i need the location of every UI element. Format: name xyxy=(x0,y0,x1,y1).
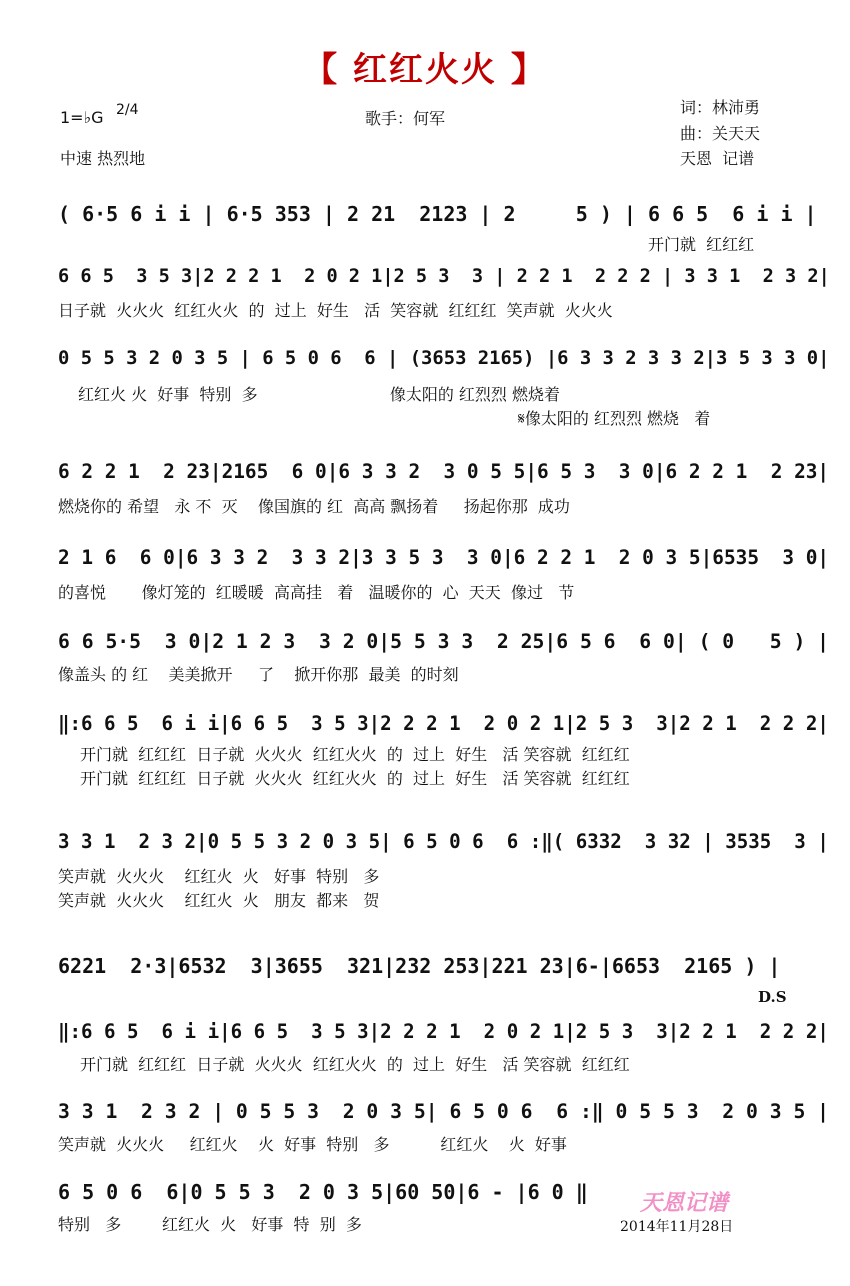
score-line-8: 3 3 1 2 3 2|0 5 5 3 2 0 3 5| 6 5 0 6 6 :‖( 6332 3 32 | 3535 3 | xyxy=(58,830,829,853)
song-title: 【 红红火火 】 xyxy=(303,50,547,90)
score-line-10: ‖:6 6 5 6 i i|6 6 5 3 5 3|2 2 2 1 2 0 2 1|2 5 3 3|2 2 1 2 2 2| xyxy=(58,1020,829,1043)
score-line-6: 6 6 5·5 3 0|2 1 2 3 3 2 0|5 5 3 3 2 25|6 5 6 6 0| ( 0 5 ) | xyxy=(58,630,830,653)
score-line-2: 6 6 5 3 5 3|2 2 2 1 2 0 2 1|2 5 3 3 | 2 2 1 2 2 2 | 3 3 1 2 3 2| xyxy=(58,266,830,287)
tempo-marking: 中速 热烈地 xyxy=(60,149,146,168)
score-line-12: 6 5 0 6 6|0 5 5 3 2 0 3 5|60 50|6 - |6 0 ‖ xyxy=(58,1180,588,1204)
lyricist: 词：林沛勇 xyxy=(680,98,761,117)
score-line-7: ‖:6 6 5 6 i i|6 6 5 3 5 3|2 2 2 1 2 0 2 1|2 5 3 3|2 2 1 2 2 2| xyxy=(58,712,829,735)
transcriber-signature: 天恩记谱 xyxy=(640,1190,729,1216)
lyric-line-7a: 开门就 红红红 日子就 火火火 红红火火 的 过上 好生 活 笑容就 红红红 xyxy=(80,745,630,764)
score-line-9: 6221 2·3|6532 3|3655 321|232 253|221 23|6-|6653 2165 ) | xyxy=(58,954,781,978)
transcriber: 天恩 记谱 xyxy=(680,149,755,168)
lyric-line-6: 像盖头 的 红 美美掀开 了 掀开你那 最美 的时刻 xyxy=(58,665,459,684)
lyric-line-1: 开门就 红红红 xyxy=(648,235,755,254)
singer: 歌手：何军 xyxy=(365,109,446,128)
score-line-3: 0 5 5 3 2 0 3 5 | 6 5 0 6 6 | (3653 2165) |6 3 3 2 3 3 2|3 5 3 3 0| xyxy=(58,348,830,369)
lyric-line-5: 的喜悦 像灯笼的 红暖暖 高高挂 着 温暖你的 心 天天 像过 节 xyxy=(58,583,575,602)
key-signature: 1=♭G xyxy=(60,108,104,127)
time-signature xyxy=(116,104,139,116)
lyric-line-8b: 笑声就 火火火 红红火 火 朋友 都来 贺 xyxy=(58,891,380,910)
composer: 曲：关天天 xyxy=(680,124,761,143)
lyric-line-11: 笑声就 火火火 红红火 火 好事 特别 多 红红火 火 好事 xyxy=(58,1135,567,1154)
lyric-line-2: 日子就 火火火 红红火火 的 过上 好生 活 笑容就 红红红 笑声就 火火火 xyxy=(58,301,613,320)
score-line-11: 3 3 1 2 3 2 | 0 5 5 3 2 0 3 5| 6 5 0 6 6 :‖ 0 5 5 3 2 0 3 5 | xyxy=(58,1100,830,1123)
score-line-5: 2 1 6 6 0|6 3 3 2 3 3 2|3 3 5 3 3 0|6 2 2 1 2 0 3 5|6535 3 0| xyxy=(58,546,830,569)
score-line-1: ( 6·5 6 i i | 6·5 353 | 2 21 2123 | 2 5 ) | 6 6 5 6 i i | xyxy=(58,202,817,226)
lyric-line-8a: 笑声就 火火火 红红火 火 好事 特别 多 xyxy=(58,867,380,886)
time-signature-text: 2/4 xyxy=(116,102,139,118)
lyric-line-3a: 红红火 火 好事 特别 多 像太阳的 红烈烈 燃烧着 xyxy=(78,385,561,404)
score-line-4: 6 2 2 1 2 23|2165 6 0|6 3 3 2 3 0 5 5|6 5 3 3 0|6 2 2 1 2 23| xyxy=(58,460,830,483)
lyric-line-3b: 𝄋像太阳的 红烈烈 燃烧 着 xyxy=(518,409,711,428)
ds-marking: D.S xyxy=(758,988,787,1006)
lyric-line-4: 燃烧你的 希望 永 不 灭 像国旗的 红 高高 飘扬着 扬起你那 成功 xyxy=(58,497,570,516)
lyric-line-10: 开门就 红红红 日子就 火火火 红红火火 的 过上 好生 活 笑容就 红红红 xyxy=(80,1055,630,1074)
lyric-line-12: 特别 多 红红火 火 好事 特 别 多 xyxy=(58,1215,362,1234)
date: 2014年11月28日 xyxy=(620,1219,734,1235)
lyric-line-7b: 开门就 红红红 日子就 火火火 红红火火 的 过上 好生 活 笑容就 红红红 xyxy=(80,769,630,788)
